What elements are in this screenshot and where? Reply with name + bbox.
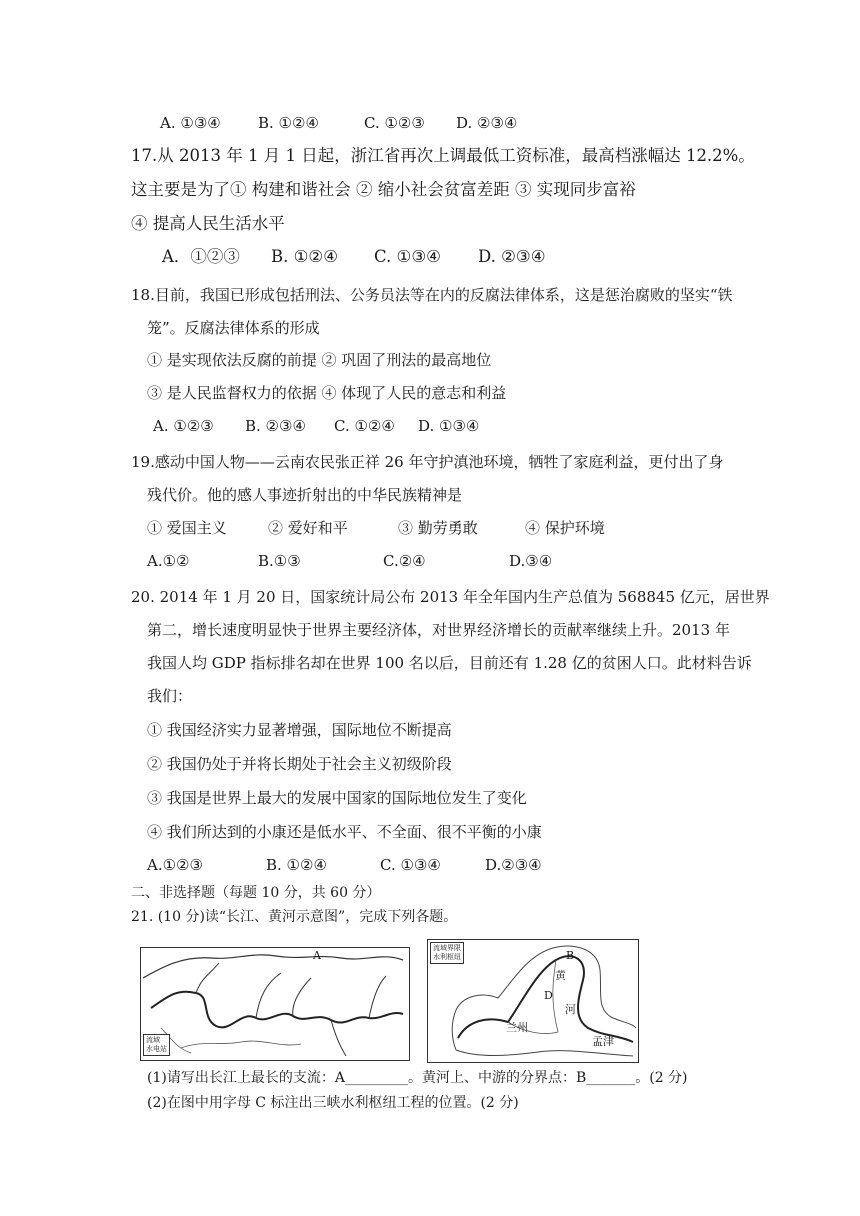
- q19-option-b: B.①③: [258, 552, 301, 570]
- map2-legend-item-1: 流域界限: [433, 944, 461, 952]
- q17-option-a: A．①②③: [162, 247, 240, 266]
- q17-option-b: B. ①②④: [271, 247, 338, 266]
- q18-line2: 笼”。反腐法律体系的形成: [147, 319, 320, 337]
- q20-option-d: D.②③④: [485, 856, 542, 874]
- q20-line2: 第二，增长速度明显快于世界主要经济体，对世界经济增长的贡献率继续上升。2013 年: [147, 621, 730, 639]
- map2-label-b: B: [566, 949, 575, 962]
- q18-line1: 18.目前，我国已形成包括刑法、公务员法等在内的反腐法律体系，这是惩治腐败的坚实“铁: [131, 286, 733, 304]
- map2-label-lanzhou: 兰州: [506, 1021, 528, 1034]
- q16-option-d: D. ②③④: [456, 114, 518, 132]
- q19-line1: 19.感动中国人物——云南农民张正祥 26 年守护滇池环境，牺牲了家庭利益，更付出了身: [131, 453, 724, 471]
- q20-option-b: B. ①②④: [266, 856, 327, 874]
- map2-label-river-2: 河: [565, 1003, 576, 1016]
- q16-option-c: C. ①②③: [364, 114, 425, 132]
- q17-option-d: D. ②③④: [478, 247, 546, 266]
- q19-option-a: A.①②: [147, 552, 190, 570]
- q18-line4: ③ 是人民监督权力的依据 ④ 体现了人民的意志和利益: [147, 384, 507, 402]
- q21-sub1: (1)请写出长江上最长的支流：A_________。黄河上、中游的分界点：B_______。(2 分): [147, 1070, 688, 1086]
- q20-option-a: A.①②③: [147, 856, 203, 874]
- q19-choice-3: ③ 勤劳勇敢: [398, 519, 478, 537]
- q20-option-c: C. ①③④: [380, 856, 441, 874]
- map2-label-river-1: 黄: [555, 969, 566, 982]
- q18-option-b: B. ②③④: [245, 417, 306, 435]
- yangtze-map: [140, 947, 410, 1061]
- map2-label-menjin: 孟津: [592, 1035, 614, 1048]
- map2-label-d: D: [544, 989, 553, 1002]
- q18-option-c: C. ①②④: [334, 417, 395, 435]
- q17-line2: 这主要是为了① 构建和谐社会 ② 缩小社会贫富差距 ③ 实现同步富裕: [131, 180, 636, 199]
- q19-line2: 残代价。他的感人事迹折射出的中华民族精神是: [147, 486, 463, 504]
- q21-prompt: 21. (10 分)读“长江、黄河示意图”，完成下列各题。: [131, 909, 458, 925]
- map2-legend: [430, 942, 464, 964]
- q20-statement-2: ② 我国仍处于并将长期处于社会主义初级阶段: [147, 755, 452, 773]
- q19-choice-1: ① 爱国主义: [147, 519, 227, 537]
- q19-choice-4: ④ 保护环境: [525, 519, 605, 537]
- q17-line3: ④ 提高人民生活水平: [131, 214, 285, 233]
- q16-option-a: A. ①③④: [160, 114, 221, 132]
- yellow-river-map: [427, 939, 639, 1063]
- q19-choice-2: ② 爱好和平: [268, 519, 348, 537]
- map1-legend: [143, 1034, 170, 1056]
- q20-line1: 20. 2014 年 1 月 20 日，国家统计局公布 2013 年全年国内生产总值为 568845 亿元，居世界: [131, 588, 770, 606]
- q17-option-c: C. ①③④: [374, 247, 441, 266]
- q20-line4: 我们：: [147, 687, 193, 705]
- q18-option-d: D. ①③④: [418, 417, 480, 435]
- map2-legend-item-2: 水利枢纽: [433, 953, 461, 961]
- q18-line3: ① 是实现依法反腐的前提 ② 巩固了刑法的最高地位: [147, 351, 492, 369]
- q19-option-c: C.②④: [383, 552, 426, 570]
- q20-statement-4: ④ 我们所达到的小康还是低水平、不全面、很不平衡的小康: [147, 823, 542, 841]
- q20-statement-1: ① 我国经济实力显著增强，国际地位不断提高: [147, 721, 452, 739]
- q20-line3: 我国人均 GDP 指标排名却在世界 100 名以后，目前还有 1.28 亿的贫困人口。此材料告诉: [147, 654, 752, 672]
- q20-statement-3: ③ 我国是世界上最大的发展中国家的国际地位发生了变化: [147, 789, 527, 807]
- map1-label-a: A: [313, 949, 321, 962]
- q21-sub2: (2)在图中用字母 C 标注出三峡水利枢纽工程的位置。(2 分): [147, 1095, 519, 1111]
- yangtze-map-drawing: [141, 948, 409, 1060]
- q18-option-a: A. ①②③: [153, 417, 214, 435]
- section-heading: 二、非选择题（每题 10 分，共 60 分）: [131, 885, 381, 901]
- q19-option-d: D.③④: [509, 552, 553, 570]
- map1-legend-item-1: 流域: [146, 1036, 160, 1044]
- q17-line1: 17.从 2013 年 1 月 1 日起，浙江省再次上调最低工资标准，最高档涨幅达 12.2%。: [131, 146, 755, 165]
- q16-option-b: B. ①②④: [258, 114, 319, 132]
- map1-legend-item-2: 水电站: [146, 1045, 167, 1053]
